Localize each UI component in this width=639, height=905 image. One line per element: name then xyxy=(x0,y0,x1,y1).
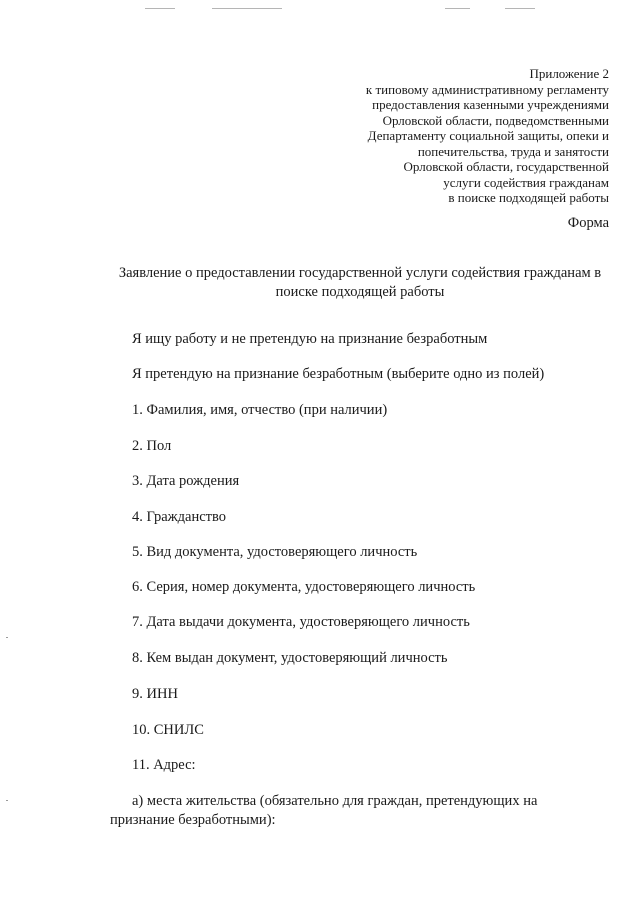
field-snils: 10. СНИЛС xyxy=(132,722,204,738)
field-citizenship: 4. Гражданство xyxy=(132,509,227,525)
field-full-name: 1. Фамилия, имя, отчество (при наличии) xyxy=(132,402,388,418)
address-residence-line: а) места жительства (обязательно для граждан, претендующих на xyxy=(132,793,538,809)
appendix-line: Департаменту социальной защиты, опеки и xyxy=(367,128,609,143)
field-id-doc-number: 6. Серия, номер документа, удостоверяющего личность xyxy=(132,579,476,595)
field-address: 11. Адрес: xyxy=(132,757,196,773)
address-residence-line: признание безработными): xyxy=(110,812,276,828)
scan-margin-dot xyxy=(6,800,8,801)
appendix-line: в поиске подходящей работы xyxy=(448,190,609,205)
document-title xyxy=(100,264,620,302)
scan-margin-dot xyxy=(6,637,8,638)
title-line: Заявление о предоставлении государственной услуги содействия гражданам в xyxy=(118,265,602,281)
field-birth-date: 3. Дата рождения xyxy=(132,473,240,489)
field-inn: 9. ИНН xyxy=(132,686,178,702)
appendix-header xyxy=(309,66,609,206)
option-not-unemployed: Я ищу работу и не претендую на признание безработным xyxy=(132,331,488,347)
appendix-line: попечительства, труда и занятости xyxy=(417,143,609,159)
appendix-line: к типовому административному регламенту xyxy=(365,81,609,97)
scan-artifact-marks xyxy=(0,8,639,12)
option-unemployed: Я претендую на признание безработным (выберите одно из полей) xyxy=(132,366,545,382)
form-label: Форма xyxy=(567,215,609,231)
address-residence-item xyxy=(110,792,610,830)
field-id-doc-issue-date: 7. Дата выдачи документа, удостоверяющего личность xyxy=(132,614,470,630)
appendix-line: услуги содействия гражданам xyxy=(443,174,609,190)
field-id-doc-type: 5. Вид документа, удостоверяющего личность xyxy=(132,544,418,560)
title-line: поиске подходящей работы xyxy=(275,284,445,300)
appendix-line: Орловской области, подведомственными xyxy=(382,112,609,128)
field-id-doc-issuer: 8. Кем выдан документ, удостоверяющий личность xyxy=(132,650,448,666)
appendix-line: Приложение 2 xyxy=(529,66,609,81)
field-sex: 2. Пол xyxy=(132,438,172,454)
appendix-line: Орловской области, государственной xyxy=(403,159,609,174)
appendix-line: предоставления казенными учреждениями xyxy=(372,97,609,112)
